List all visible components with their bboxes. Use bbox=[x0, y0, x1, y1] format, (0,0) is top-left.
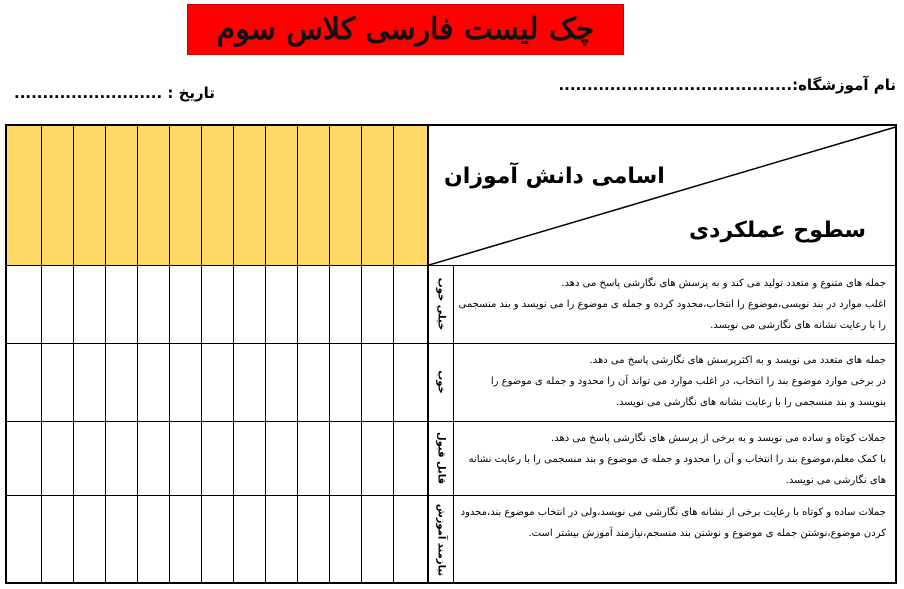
level-label: خیلی خوب bbox=[435, 277, 447, 331]
date-field: تاریخ : .......................... bbox=[14, 84, 215, 102]
level-cell bbox=[427, 265, 454, 343]
page-title: چک لیست فارسی کلاس سوم bbox=[216, 12, 595, 47]
column-divider bbox=[393, 126, 394, 582]
level-cell bbox=[427, 421, 454, 495]
description-line: جمله های متنوع و متعدد تولید می کند و به پرسش های نگارشی پاسخ می دهد. bbox=[561, 278, 886, 289]
description-line: اغلب موارد در بند نویسی،موضوع را انتخاب،محدود کرده و جمله ی موضوع را می نویسد و بند منسجمی bbox=[458, 299, 886, 310]
level-description bbox=[454, 273, 892, 336]
level-cell bbox=[427, 495, 454, 584]
levels-heading: سطوح عملکردی bbox=[689, 218, 867, 243]
column-divider bbox=[265, 126, 266, 582]
level-label: قابل قبول bbox=[435, 431, 447, 485]
column-divider bbox=[137, 126, 138, 582]
level-description bbox=[454, 502, 892, 544]
description-line: کردن موضوع،نوشتن جمله ی موضوع و نوشتن بند منسجم،نیازمند آموزش بیشتر است. bbox=[528, 528, 886, 539]
column-divider bbox=[105, 126, 106, 582]
description-line: جملات ساده و کوتاه با رعایت برخی از نشانه های نگارشی می نویسد،ولی در انتخاب موضوع بند،محدود bbox=[460, 507, 886, 518]
column-divider bbox=[233, 126, 234, 582]
level-cell bbox=[427, 343, 454, 421]
diagonal-divider bbox=[429, 126, 897, 265]
column-divider bbox=[41, 126, 42, 582]
title-banner bbox=[187, 4, 624, 55]
level-description bbox=[454, 350, 892, 413]
level-description bbox=[454, 428, 892, 491]
description-line: بنویسد و بند منسجمی را با رعایت نشانه های نگارشی می نویسد. bbox=[615, 397, 886, 408]
level-label: نیازمند آموزش bbox=[435, 503, 447, 577]
column-divider bbox=[361, 126, 362, 582]
description-line: های نگارشی می نویسد. bbox=[785, 475, 886, 486]
school-name-field: نام آموزشگاه:......................................... bbox=[558, 76, 896, 94]
level-label: خوب bbox=[435, 370, 447, 394]
description-line: جملات کوتاه و ساده می نویسد و به برخی از پرسش های نگارشی پاسخ می دهد. bbox=[551, 433, 886, 444]
column-divider bbox=[329, 126, 330, 582]
column-divider bbox=[201, 126, 202, 582]
column-divider bbox=[169, 126, 170, 582]
description-line: را با رعایت نشانه های نگارشی می نویسد. bbox=[710, 320, 886, 331]
table-header-cell bbox=[427, 126, 897, 265]
description-line: در برخی موارد موضوع بند را انتخاب، در اغلب موارد می تواند آن را محدود و جمله ی موضوع را bbox=[490, 376, 886, 387]
description-line: جمله های متعدد می نویسد و به اکثرپرسش های نگارشی پاسخ می دهد. bbox=[589, 355, 886, 366]
student-columns bbox=[7, 126, 427, 582]
column-divider bbox=[297, 126, 298, 582]
students-heading: اسامی دانش آموزان bbox=[444, 164, 665, 189]
description-line: با کمک معلم،موضوع بند را انتخاب و آن را محدود و جمله ی موضوع و بند منسجمی را با رعایت نشانه bbox=[468, 454, 886, 465]
checklist-table bbox=[5, 124, 897, 584]
column-divider bbox=[73, 126, 74, 582]
